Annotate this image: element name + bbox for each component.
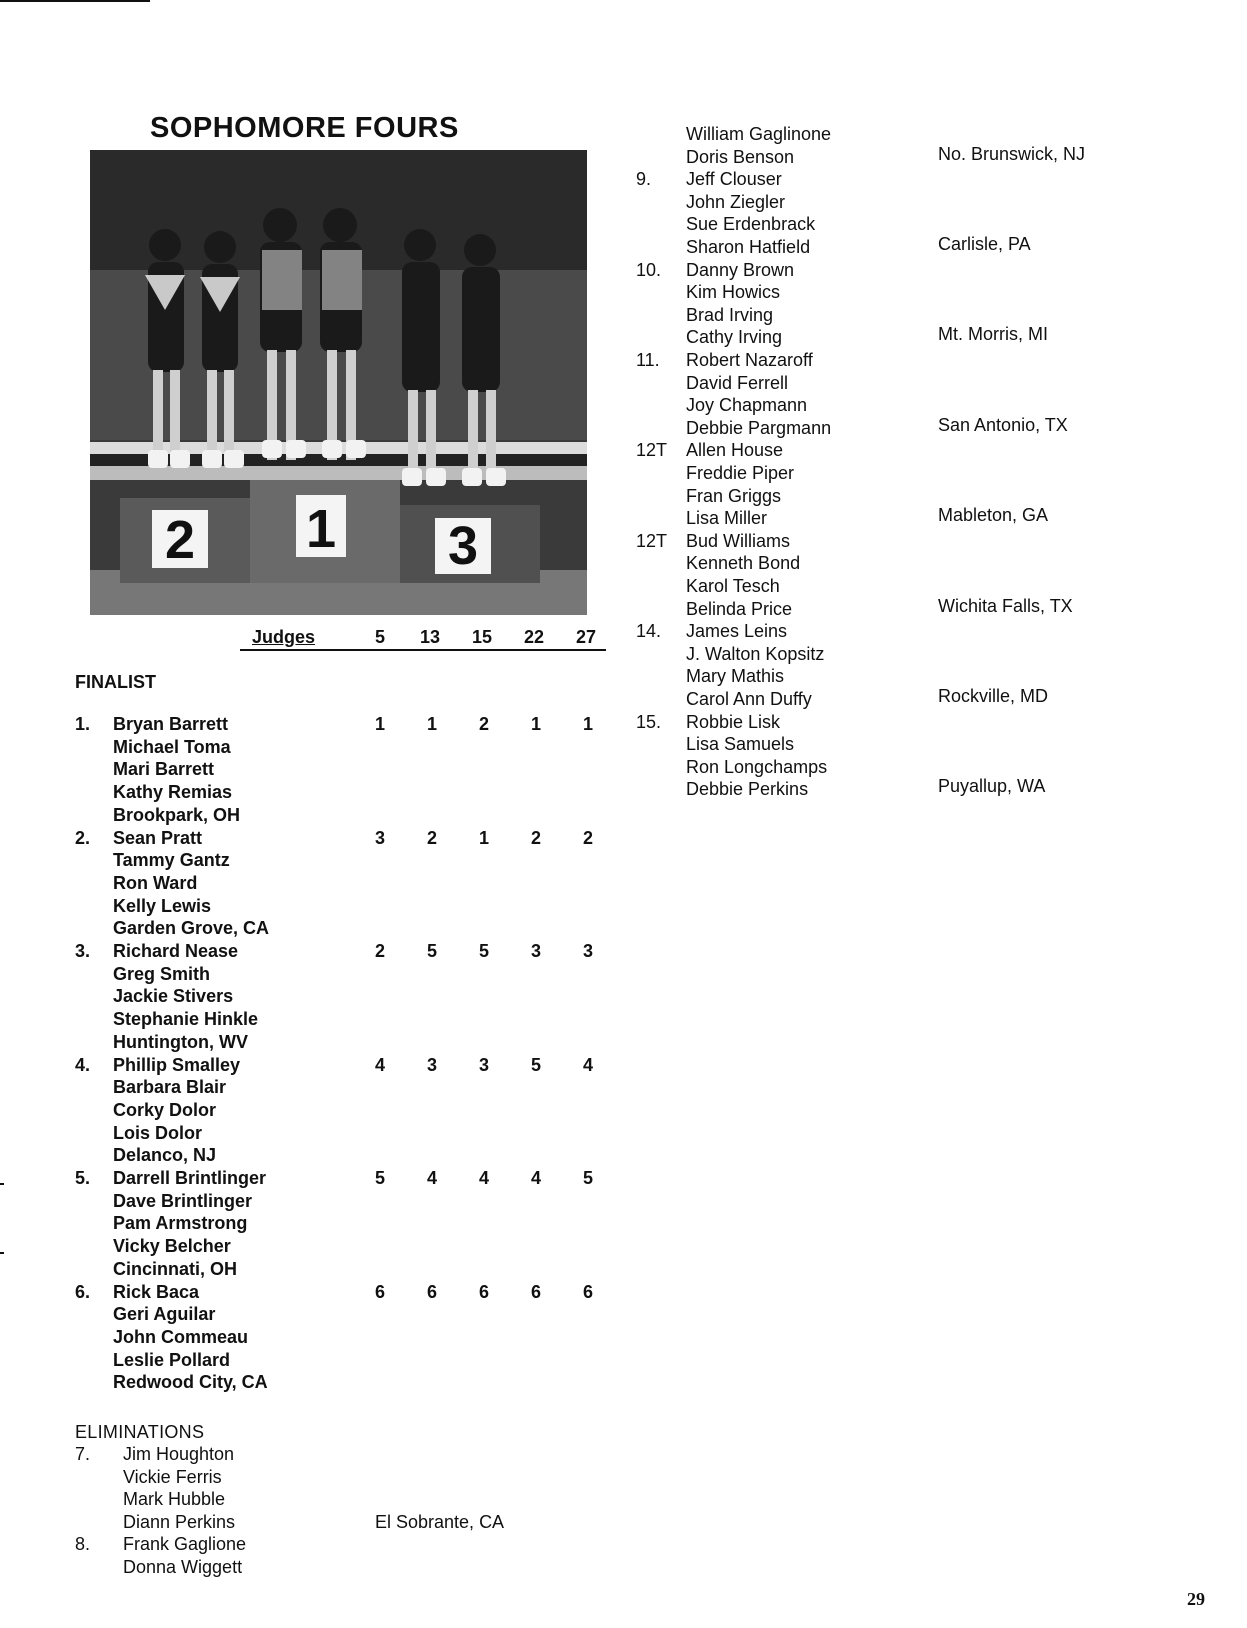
skater-name: Robbie Lisk xyxy=(686,711,781,732)
skater-name: Joy Chapmann xyxy=(686,395,808,416)
finalist-place: 1. xyxy=(75,714,91,734)
judge-number: 5 xyxy=(375,627,386,647)
skater-name: William Gaglinone xyxy=(686,124,832,144)
skater-name: Frank Gaglione xyxy=(123,1534,247,1554)
team-city: Carlisle, PA xyxy=(938,234,1031,254)
skater-name: Debbie Perkins xyxy=(686,779,809,800)
team-city: El Sobrante, CA xyxy=(375,1511,505,1532)
finalist-place: 3. xyxy=(75,941,91,961)
skater-name: Bryan Barrett xyxy=(113,714,229,734)
skater-name: Richard Nease xyxy=(113,941,239,961)
skater-name: Leslie Pollard xyxy=(113,1349,231,1370)
skater-name: Diann Perkins xyxy=(123,1511,236,1532)
skater-name: Freddie Piper xyxy=(686,463,795,483)
judge-score: 2 xyxy=(426,827,437,848)
skater-name: Michael Toma xyxy=(113,736,231,757)
skater-name: Jeff Clouser xyxy=(686,169,782,190)
skater-name: Pam Armstrong xyxy=(113,1213,248,1234)
judge-number: 22 xyxy=(524,627,545,647)
judge-number: 15 xyxy=(472,627,493,647)
skater-name: Mari Barrett xyxy=(113,759,215,780)
judge-score: 1 xyxy=(478,827,489,848)
skater-name: Belinda Price xyxy=(686,598,793,619)
judge-score: 6 xyxy=(426,1281,437,1302)
podium-photo xyxy=(90,150,587,615)
skater-name: Bud Williams xyxy=(686,530,791,551)
judge-score: 3 xyxy=(478,1054,489,1075)
judge-score: 5 xyxy=(582,1168,593,1188)
eliminations-heading: ELIMINATIONS xyxy=(75,1422,205,1442)
judge-score: 4 xyxy=(530,1168,541,1188)
podium-number: 3 xyxy=(447,516,479,576)
elimination-place: 12T xyxy=(636,530,668,551)
skater-name: James Leins xyxy=(686,621,788,642)
team-city: Cincinnati, OH xyxy=(113,1258,238,1279)
team-city: Mableton, GA xyxy=(938,505,1049,526)
skater-name: Debbie Pargmann xyxy=(686,417,832,438)
elimination-place: 12T xyxy=(636,440,668,461)
skater-name: Lisa Samuels xyxy=(686,734,795,755)
skater-name: Robert Nazaroff xyxy=(686,350,813,370)
skater-name: Danny Brown xyxy=(686,259,795,280)
judge-score: 3 xyxy=(530,941,541,961)
judge-score: 6 xyxy=(374,1281,385,1302)
team-city: Rockville, MD xyxy=(938,686,1049,706)
top-rule xyxy=(0,0,150,2)
elimination-place: 8. xyxy=(75,1534,91,1554)
skater-name: Karol Tesch xyxy=(686,576,780,596)
judge-score: 4 xyxy=(426,1168,437,1188)
judge-score: 3 xyxy=(426,1054,437,1075)
skater-name: Vickie Ferris xyxy=(123,1466,222,1487)
judge-score: 5 xyxy=(478,941,489,961)
skater-name: Allen House xyxy=(686,440,784,461)
team-city: San Antonio, TX xyxy=(938,414,1068,435)
judge-score: 6 xyxy=(478,1281,489,1302)
judge-score: 4 xyxy=(374,1054,385,1075)
elimination-place: 10. xyxy=(636,259,662,280)
skater-name: Brad Irving xyxy=(686,304,774,325)
skater-name: Ron Longchamps xyxy=(686,756,828,777)
skater-name: Tammy Gantz xyxy=(113,850,230,871)
skater-name: Doris Benson xyxy=(686,146,795,167)
skater-name: Jackie Stivers xyxy=(113,986,234,1007)
skater-name: Rick Baca xyxy=(113,1281,200,1302)
judge-score: 2 xyxy=(478,714,489,734)
skater-name: Greg Smith xyxy=(113,963,211,984)
skater-name: Mark Hubble xyxy=(123,1489,226,1509)
judge-score: 4 xyxy=(478,1168,489,1188)
skater-name: Ron Ward xyxy=(113,872,198,893)
judge-score: 5 xyxy=(530,1054,541,1075)
team-city: No. Brunswick, NJ xyxy=(938,143,1086,164)
skater-name: Sean Pratt xyxy=(113,827,203,848)
team-city: Wichita Falls, TX xyxy=(938,595,1073,616)
judge-score: 1 xyxy=(374,714,385,734)
skater-name: Sharon Hatfield xyxy=(686,237,811,257)
skater-name: Carol Ann Duffy xyxy=(686,689,812,709)
judges-header xyxy=(240,627,606,651)
finalist-place: 5. xyxy=(75,1168,91,1188)
page-title: SOPHOMORE FOURS xyxy=(150,112,459,144)
elimination-place: 14. xyxy=(636,621,662,642)
team-city: Puyallup, WA xyxy=(938,776,1046,797)
judge-number: 13 xyxy=(420,627,441,647)
skater-name: Jim Houghton xyxy=(123,1444,235,1464)
skater-name: Mary Mathis xyxy=(686,666,785,687)
team-city: Redwood City, CA xyxy=(113,1372,268,1393)
team-city: Brookpark, OH xyxy=(113,804,241,825)
judge-score: 5 xyxy=(426,941,437,961)
team-city: Mt. Morris, MI xyxy=(938,324,1048,345)
judge-score: 4 xyxy=(582,1054,593,1075)
team-city: Garden Grove, CA xyxy=(113,918,270,939)
skater-name: Lois Dolor xyxy=(113,1122,202,1143)
podium-number: 1 xyxy=(305,499,337,559)
skater-name: Fran Griggs xyxy=(686,485,782,506)
skater-name: Cathy Irving xyxy=(686,327,783,348)
elimination-place: 15. xyxy=(636,711,662,732)
skater-name: J. Walton Kopsitz xyxy=(686,643,825,664)
skater-name: Dave Brintlinger xyxy=(113,1190,253,1211)
finalist-place: 4. xyxy=(75,1054,91,1075)
skater-name: Lisa Miller xyxy=(686,508,768,529)
judge-score: 6 xyxy=(582,1281,593,1302)
finalist-place: 2. xyxy=(75,827,91,848)
team-city: Huntington, WV xyxy=(113,1031,248,1052)
podium-number: 2 xyxy=(164,510,196,570)
margin-mark xyxy=(0,1252,4,1254)
judge-score: 1 xyxy=(426,714,437,734)
skater-name: Kelly Lewis xyxy=(113,895,212,916)
skater-name: Darrell Brintlinger xyxy=(113,1168,267,1188)
skater-name: Phillip Smalley xyxy=(113,1054,241,1075)
skater-name: Geri Aguilar xyxy=(113,1304,216,1325)
elimination-place: 9. xyxy=(636,169,652,190)
judge-score: 3 xyxy=(374,827,385,848)
finalist-heading: FINALIST xyxy=(75,672,156,692)
skater-name: Kim Howics xyxy=(686,282,781,303)
skater-name: Stephanie Hinkle xyxy=(113,1009,259,1030)
skater-name: Kathy Remias xyxy=(113,782,233,803)
skater-name: Donna Wiggett xyxy=(123,1556,243,1577)
elimination-place: 7. xyxy=(75,1444,91,1464)
skater-name: Sue Erdenbrack xyxy=(686,214,816,235)
judge-score: 1 xyxy=(582,714,593,734)
judge-score: 1 xyxy=(530,714,541,734)
judges-label: Judges xyxy=(252,627,316,647)
judge-score: 2 xyxy=(582,827,593,848)
finalist-place: 6. xyxy=(75,1281,91,1302)
judge-score: 2 xyxy=(374,941,385,961)
skater-name: Corky Dolor xyxy=(113,1099,217,1120)
margin-mark xyxy=(0,1183,4,1185)
judge-score: 5 xyxy=(374,1168,385,1188)
skater-name: John Commeau xyxy=(113,1326,249,1347)
skater-name: Kenneth Bond xyxy=(686,553,801,574)
skater-name: John Ziegler xyxy=(686,191,786,212)
page-number: 29 xyxy=(1187,1589,1205,1609)
skater-name: Barbara Blair xyxy=(113,1077,227,1098)
judge-score: 2 xyxy=(530,827,541,848)
elimination-place: 11. xyxy=(636,350,660,370)
team-city: Delanco, NJ xyxy=(113,1145,217,1166)
judge-score: 6 xyxy=(530,1281,541,1302)
skater-name: David Ferrell xyxy=(686,372,789,393)
judge-score: 3 xyxy=(582,941,593,961)
judge-number: 27 xyxy=(576,627,597,647)
skater-name: Vicky Belcher xyxy=(113,1236,231,1257)
